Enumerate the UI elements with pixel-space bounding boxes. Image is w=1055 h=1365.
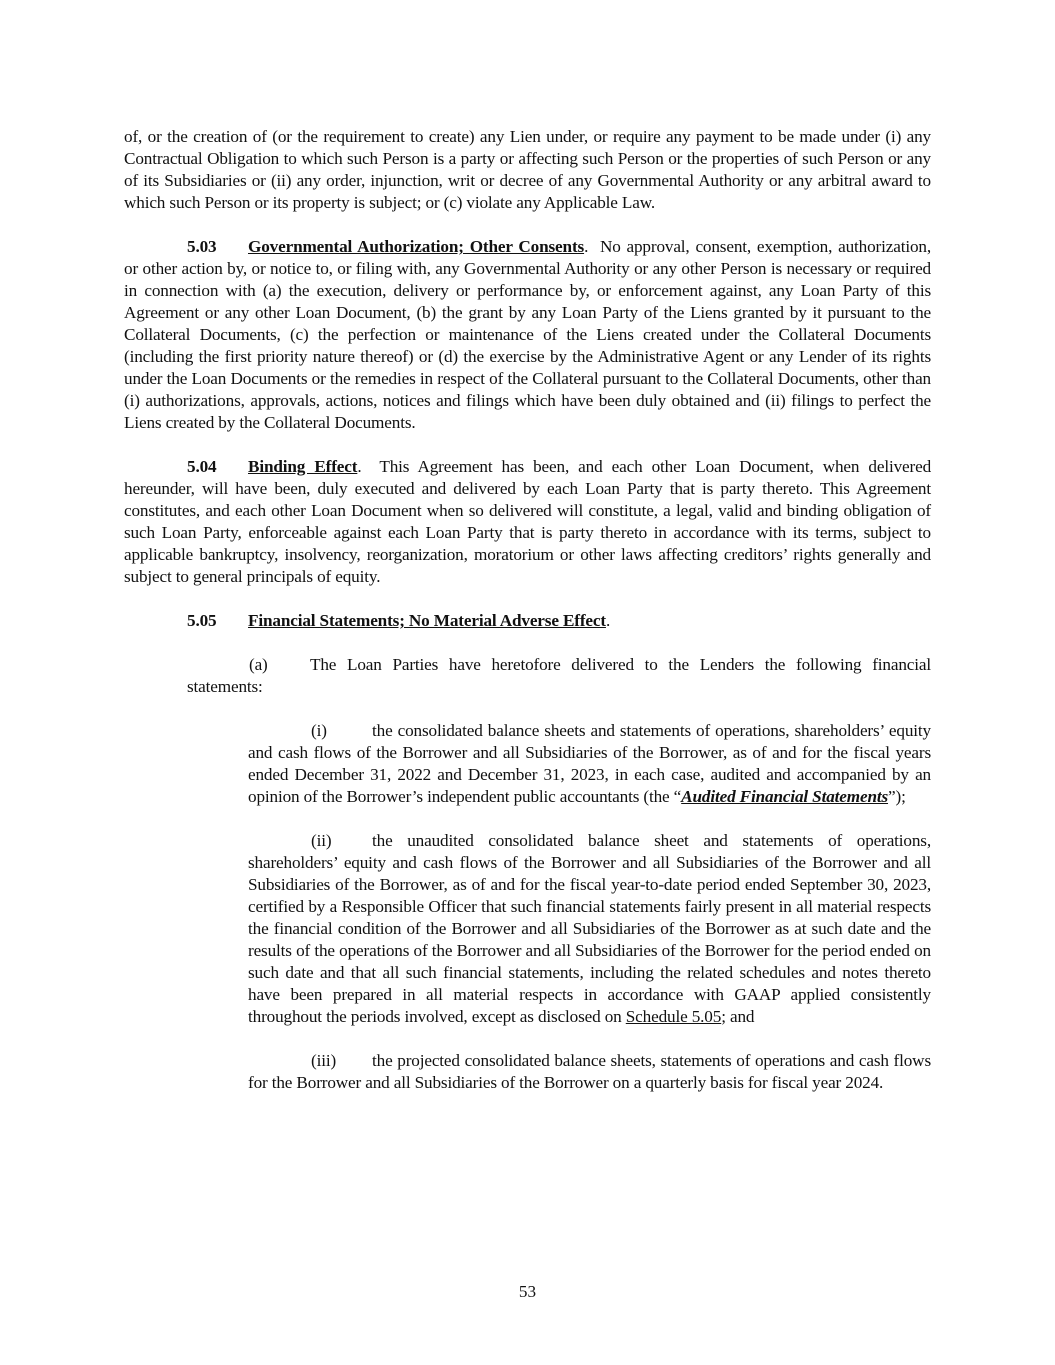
section-title-punct: . <box>605 611 611 630</box>
section-title: Binding Effect <box>248 457 358 476</box>
section-number: 5.03 <box>187 237 217 256</box>
clause-text: the projected consolidated balance sheets, statements of operations and cash flows for the Borrower and all Subsidiaries of the Borrower on a quarterly basis for fiscal year 2024. <box>248 1051 931 1092</box>
section-text: This Agreement has been, and each other Loan Document, when delivered hereunder, will have been, duly executed and delivered by each Loan Party that is party thereto. This Agreement constitutes, and each other Loan Document when so delivered will constitute, a legal, valid and binding obligation of such Loan Party, enforceable against each Loan Party that is party thereto in accordance with its terms, subject to applicable bankruptcy, insolvency, reorganization, moratorium or other laws affecting creditors’ rights generally and subject to general principals of equity. <box>124 457 936 586</box>
clause-text-end: ; and <box>721 1007 755 1026</box>
schedule-reference: Schedule 5.05 <box>625 1007 722 1026</box>
clause-label: (iii) <box>311 1051 337 1070</box>
clause-label: (i) <box>311 721 327 740</box>
clause-label: (ii) <box>311 831 332 850</box>
section-5-05-heading <box>187 610 931 632</box>
clause-label: (a) <box>249 655 268 674</box>
section-5-04 <box>124 456 936 588</box>
section-5-03 <box>124 236 936 434</box>
section-title: Financial Statements; No Material Adverse Effect <box>248 611 606 630</box>
section-number: 5.04 <box>187 457 217 476</box>
clause-a <box>187 654 931 698</box>
document-body <box>124 126 936 1094</box>
continuation-paragraph <box>124 126 931 214</box>
clause-a-i <box>248 720 931 808</box>
clause-text: the consolidated balance sheets and statements of operations, shareholders’ equity and cash flows of the Borrower and all Subsidiaries of the Borrower, as of and for the fiscal years ended December 31, 2022 and December 31, 2023, in each case, audited and accompanied by an opinion of the Borrower’s independent public accountants (the “ <box>248 721 931 806</box>
defined-term: Audited Financial Statements <box>681 787 889 806</box>
section-title-punct: . <box>357 457 362 476</box>
clause-text: the unaudited consolidated balance sheet and statements of operations, shareholders’ equity and cash flows of the Borrower and all Subsidiaries of the Borrower and all Subsidiaries of the Borrower, as of and for the fiscal year-to-date period ended September 30, 2023, certified by a Responsible Officer that such financial statements fairly present in all material respects the financial condition of the Borrower and all Subsidiaries of the Borrower as at such date and the results of the operations of the Borrower and all Subsidiaries of the Borrower for the period ended on such date and that all such financial statements, including the related schedules and notes thereto have been prepared in all material respects in accordance with GAAP applied consistently throughout the periods involved, except as disclosed on <box>248 831 931 1026</box>
continuation-text: of, or the creation of (or the requirement to create) any Lien under, or require any payment to be made under (i) any Contractual Obligation to which such Person is a party or affecting such Person or the properties of such Person or any of its Subsidiaries or (ii) any order, injunction, writ or decree of any Governmental Authority or any arbitral award to which such Person or its property is subject; or (c) violate any Applicable Law. <box>124 127 931 212</box>
section-number: 5.05 <box>187 611 217 630</box>
clause-text: The Loan Parties have heretofore delivered to the Lenders the following financial statements: <box>187 655 931 696</box>
section-title-punct: . <box>584 237 589 256</box>
clause-a-ii <box>248 830 931 1028</box>
clause-text-end: ”); <box>888 787 906 806</box>
section-text: No approval, consent, exemption, authorization, or other action by, or notice to, or filing with, any Governmental Authority or any other Person is necessary or required in connection with (a) the execution, delivery or performance by, or enforcement against, any Loan Party of this Agreement or any other Loan Document, (b) the grant by any Loan Party of the Liens granted by it pursuant to the Collateral Documents, (c) the perfection or maintenance of the Liens created under the Collateral Documents (including the first priority nature thereof) or (d) the exercise by the Administrative Agent or any Lender of its rights under the Loan Documents or the remedies in respect of the Collateral pursuant to the Collateral Documents, other than (i) authorizations, approvals, actions, notices and filings which have been duly obtained and (ii) filings to perfect the Liens created by the Collateral Documents. <box>124 237 936 432</box>
page-number: 53 <box>518 1282 537 1301</box>
section-title: Governmental Authorization; Other Consents <box>248 237 585 256</box>
clause-a-iii <box>248 1050 931 1094</box>
